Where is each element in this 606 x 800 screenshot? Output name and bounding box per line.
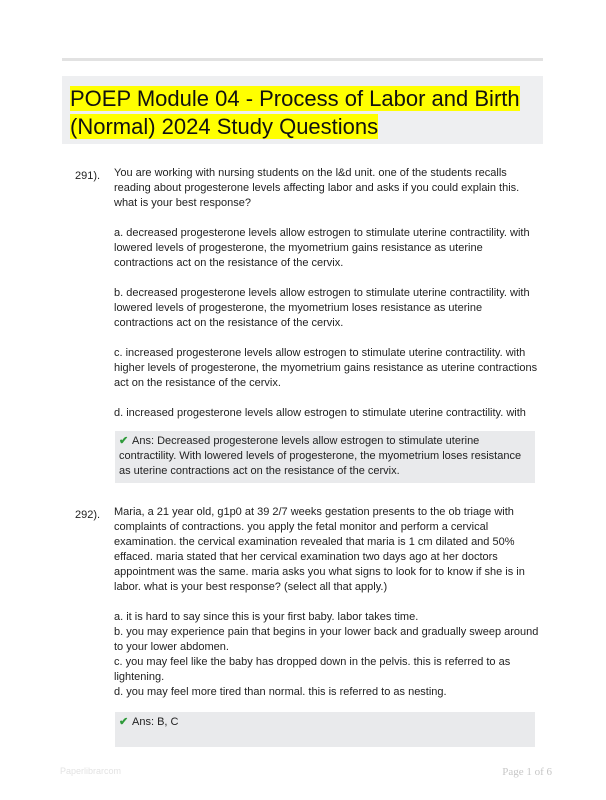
option-d: d. you may feel more tired than normal. this is referred to as nesting.: [114, 686, 447, 698]
answer-box: [115, 431, 535, 483]
page-indicator: Page 1 of 6: [502, 766, 552, 778]
option-b: b. decreased progesterone levels allow estrogen to stimulate uterine contractility. with lowered levels of progesterone, the myometrium loses resistance as uterine contractions act on the resistance of the cervix.: [114, 287, 530, 329]
answer-box: [115, 712, 535, 747]
title-banner: [62, 76, 543, 144]
question-number: 292).: [75, 509, 101, 521]
check-icon: ✔: [119, 435, 129, 447]
question-stem: You are working with nursing students on the l&d unit. one of the students recalls reading about progesterone levels affecting labor and asks if you could explain this. what is your best response?: [114, 167, 520, 209]
answer-text: Ans: Decreased progesterone levels allow estrogen to stimulate uterine contractility. With lowered levels of progesterone, the myometrium loses resistance as uterine contractions act on the resistance of the cervix.: [119, 435, 522, 477]
option-a: a. decreased progesterone levels allow estrogen to stimulate uterine contractility. with lowered levels of progesterone, the myometrium gains resistance as uterine contractions act on the resistance of the cervix.: [114, 227, 530, 269]
answer-text: Ans: B, C: [132, 716, 179, 728]
option-c: c. increased progesterone levels allow estrogen to stimulate uterine contractility. with higher levels of progesterone, the myometrium gains resistance as uterine contractions act on the resistance of the cervix.: [114, 347, 538, 389]
top-divider: [62, 58, 543, 61]
option-b: b. you may experience pain that begins in your lower back and gradually sweep around to your lower abdomen.: [114, 626, 539, 653]
page-title: POEP Module 04 - Process of Labor and Birth (Normal) 2024 Study Questions: [70, 86, 520, 139]
question-body: [114, 166, 539, 421]
check-icon: ✔: [119, 716, 129, 728]
option-d: d. increased progesterone levels allow estrogen to stimulate uterine contractility. with: [114, 407, 526, 419]
question-stem: Maria, a 21 year old, g1p0 at 39 2/7 weeks gestation presents to the ob triage with complaints of contractions. you apply the fetal monitor and perform a cervical examination. the cervical examination revealed that maria is 1 cm dilated and 50% effaced. maria stated that her cervical examination two days ago at her doctors appointment was the same. maria asks you what signs to look for to know if she is in labor. what is your best response? (select all that apply.): [114, 506, 525, 593]
footer-watermark: Paperlibrarcom: [60, 766, 122, 776]
option-c: c. you may feel like the baby has dropped down in the pelvis. this is referred to as lightening.: [114, 656, 511, 683]
question-body: [114, 505, 539, 700]
question-number: 291).: [75, 170, 101, 182]
option-a: a. it is hard to say since this is your first baby. labor takes time.: [114, 611, 419, 623]
